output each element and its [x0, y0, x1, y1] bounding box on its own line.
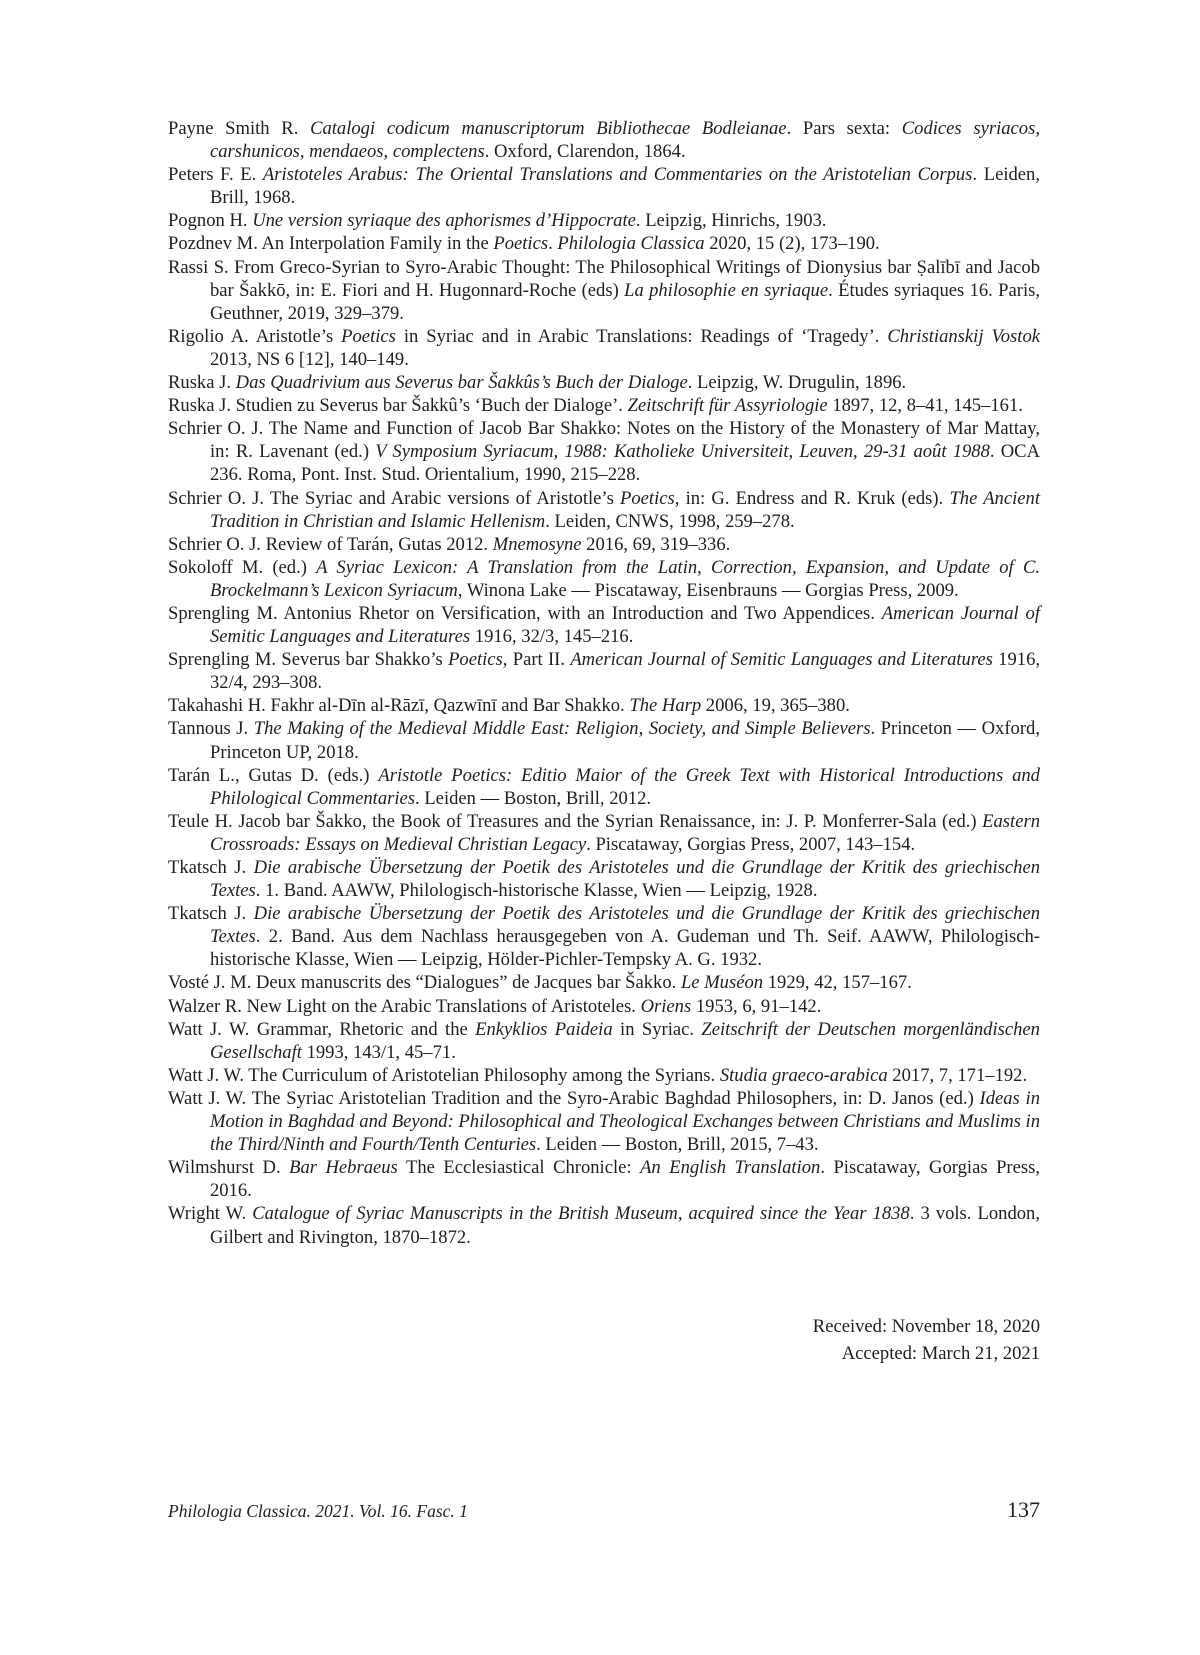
- reference-entry: [168, 810, 1040, 856]
- reference-text: . Leiden, Brill, 1968.: [210, 164, 1040, 209]
- reference-text: .: [548, 233, 558, 255]
- reference-text: Payne Smith R.: [168, 118, 311, 139]
- reference-text: . Piscataway, Gorgias Press, 2016.: [210, 1157, 1040, 1202]
- page-footer: [168, 1497, 1040, 1523]
- reference-italic-title: The Ancient Tradition in Christian and Islamic Hellenism: [210, 487, 1040, 532]
- reference-text: 1897, 12, 8–41, 145–161.: [827, 395, 1023, 417]
- reference-text: , Part II.: [502, 649, 571, 671]
- reference-text: Pognon H.: [168, 210, 253, 232]
- reference-italic-title: Die arabische Übersetzung der Poetik des Aristoteles und die Grundlage der Kritik des griechischen Textes: [210, 903, 1040, 948]
- reference-italic-title: The Harp: [629, 695, 702, 717]
- reference-text: Watt J. W. The Syriac Aristotelian Tradition and the Syro-Arabic Baghdad Philosophers, in: D. Janos (ed.): [168, 1087, 980, 1109]
- reference-text: . 1. Band. AAWW, Philologisch-historische Klasse, Wien — Leipzig, 1928.: [255, 880, 818, 902]
- reference-text: 2016, 69, 319–336.: [581, 533, 731, 555]
- reference-text: . Piscataway, Gorgias Press, 2007, 143–154.: [586, 833, 916, 855]
- reference-text: Wright W.: [168, 1203, 253, 1225]
- page-number: 137: [1007, 1497, 1040, 1522]
- reference-text: Sprengling M. Severus bar Shakko’s: [168, 649, 449, 671]
- reference-text: , in: G. Endress and R. Kruk (eds).: [674, 487, 950, 509]
- reference-entry: [168, 487, 1040, 533]
- reference-text: Watt J. W. Grammar, Rhetoric and the: [168, 1018, 476, 1040]
- reference-text: 1953, 6, 91–142.: [691, 995, 822, 1017]
- reference-italic-title: Poetics: [448, 649, 503, 671]
- reference-italic-title: An English Translation: [640, 1157, 821, 1179]
- reference-text: 2006, 19, 365–380.: [701, 695, 850, 717]
- reference-italic-title: Une version syriaque des aphorismes d’Hippocrate: [252, 210, 636, 232]
- reference-text: The Ecclesiastical Chronicle:: [397, 1157, 641, 1179]
- reference-text: Wilmshurst D.: [168, 1157, 290, 1179]
- reference-text: Watt J. W. The Curriculum of Aristotelian Philosophy among the Syrians.: [168, 1064, 720, 1086]
- reference-text: . Leipzig, Hinrichs, 1903.: [635, 210, 827, 232]
- reference-text: Tarán L., Gutas D. (eds.): [168, 764, 379, 786]
- reference-italic-title: A Syriac Lexicon: A Translation from the Latin, Correction, Expansion, and Update of C. Brockelmann’s Lexicon Syriacum: [210, 556, 1040, 601]
- reference-italic-title: Aristoteles Arabus: The Oriental Translations and Commentaries on the Aristotelian Corpus: [262, 164, 973, 186]
- reference-text: . Leiden — Boston, Brill, 2012.: [415, 787, 652, 809]
- reference-entry: [168, 856, 1040, 902]
- received-date: Received: November 18, 2020: [812, 1315, 1040, 1337]
- submission-dates: [168, 1313, 1040, 1367]
- reference-italic-title: The Making of the Medieval Middle East: Religion, Society, and Simple Believers: [253, 718, 871, 740]
- reference-text: in Syriac.: [612, 1018, 702, 1040]
- reference-text: 1916, 32/3, 145–216.: [470, 626, 634, 648]
- reference-entry: [168, 394, 1040, 417]
- reference-text: Rigolio A. Aristotle’s: [168, 325, 342, 347]
- reference-text: Pozdnev M. An Interpolation Family in the: [168, 233, 494, 255]
- reference-text: . Leiden, CNWS, 1998, 259–278.: [545, 510, 795, 532]
- reference-text: . 3 vols. London, Gilbert and Rivington, 1870–1872.: [210, 1203, 1040, 1248]
- reference-italic-title: American Journal of Semitic Languages and Literatures: [570, 649, 993, 671]
- reference-entry: [168, 694, 1040, 717]
- reference-entry: [168, 1087, 1040, 1156]
- reference-entry: [168, 209, 1040, 232]
- reference-italic-title: Die arabische Übersetzung der Poetik des Aristoteles und die Grundlage der Kritik des griechischen Textes: [210, 857, 1040, 902]
- reference-italic-title: Enkyklios Paideia: [475, 1018, 613, 1040]
- reference-italic-title: Poetics: [341, 325, 396, 347]
- reference-text: Takahashi H. Fakhr al-Dīn al-Rāzī, Qazwīnī and Bar Shakko.: [168, 695, 630, 717]
- reference-italic-title: Aristotle Poetics: Editio Maior of the Greek Text with Historical Introductions and Philological Commentaries: [210, 764, 1040, 809]
- reference-italic-title: Le Muséon: [680, 972, 764, 994]
- reference-entry: [168, 1018, 1040, 1064]
- reference-text: Schrier O. J. Review of Tarán, Gutas 2012.: [168, 533, 493, 555]
- reference-italic-title: Das Quadrivium aus Severus bar Šakkûs’s Buch der Dialoge: [235, 372, 688, 394]
- reference-italic-title: Christianskij Vostok: [887, 325, 1040, 347]
- reference-italic-title: Ideas in Motion in Baghdad and Beyond: Philosophical and Theological Exchanges between Christians and Muslims in the Third/Ninth and Fourth/Tenth Centuries: [210, 1087, 1040, 1156]
- reference-italic-title: Eastern Crossroads: Essays on Medieval Christian Legacy: [210, 810, 1040, 855]
- reference-text: 2017, 7, 171–192.: [887, 1064, 1028, 1086]
- reference-text: Schrier O. J. The Syriac and Arabic versions of Aristotle’s: [168, 487, 620, 509]
- reference-entry: [168, 533, 1040, 556]
- reference-text: Tannous J.: [168, 718, 254, 740]
- reference-italic-title: Zeitschrift für Assyriologie: [627, 395, 828, 417]
- reference-text: Ruska J.: [168, 372, 236, 394]
- reference-italic-title: Studia graeco-arabica: [719, 1064, 888, 1086]
- reference-text: Walzer R. New Light on the Arabic Translations of Aristoteles.: [168, 995, 641, 1017]
- reference-italic-title: Bar Hebraeus: [289, 1157, 398, 1179]
- reference-text: Ruska J. Studien zu Severus bar Šakkû’s ‘Buch der Dialoge’.: [168, 395, 628, 417]
- accepted-date: Accepted: March 21, 2021: [841, 1342, 1040, 1364]
- reference-text: 2020, 15 (2), 173–190.: [704, 233, 880, 255]
- reference-entry: [168, 256, 1040, 325]
- reference-text: 1916, 32/4, 293–308.: [210, 649, 1041, 694]
- reference-text: 1993, 143/1, 45–71.: [301, 1041, 456, 1063]
- reference-entry: [168, 163, 1040, 209]
- reference-entry: [168, 995, 1040, 1018]
- reference-text: . OCA 236. Roma, Pont. Inst. Stud. Orientalium, 1990, 215–228.: [210, 441, 1040, 486]
- reference-text: Teule H. Jacob bar Šakko, the Book of Treasures and the Syrian Renaissance, in: J. P. Monferrer-Sala (ed.): [168, 810, 983, 832]
- reference-entry: [168, 1156, 1040, 1202]
- reference-italic-title: Oriens: [640, 995, 692, 1017]
- reference-entry: [168, 902, 1040, 971]
- reference-entry: [168, 764, 1040, 810]
- reference-entry: [168, 602, 1040, 648]
- reference-entry: [168, 117, 1040, 163]
- reference-italic-title: Catalogue of Syriac Manuscripts in the British Museum, acquired since the Year 1838: [252, 1203, 910, 1225]
- reference-text: . Pars sexta:: [786, 118, 902, 139]
- reference-entry: [168, 556, 1040, 602]
- reference-entry: [168, 371, 1040, 394]
- reference-text: Tkatsch J.: [168, 903, 254, 925]
- reference-italic-title: Philologia Classica: [557, 233, 705, 255]
- reference-text: . Princeton — Oxford, Princeton UP, 2018.: [210, 718, 1040, 763]
- reference-text: Rassi S. From Greco-Syrian to Syro-Arabic Thought: The Philosophical Writings of Dionysius bar Ṣalībī and Jacob bar Šakkō, in: E. Fiori and H. Hugonnard-Roche (eds): [168, 256, 1040, 301]
- reference-text: , Winona Lake — Piscataway, Eisenbrauns — Gorgias Press, 2009.: [457, 579, 959, 601]
- reference-text: Sokoloff M. (ed.): [168, 556, 317, 578]
- reference-text: Vosté J. M. Deux manuscrits des “Dialogues” de Jacques bar Šakko.: [168, 972, 681, 994]
- reference-italic-title: Mnemosyne: [492, 533, 582, 555]
- reference-text: 1929, 42, 157–167.: [763, 972, 912, 994]
- reference-text: . Leiden — Boston, Brill, 2015, 7–43.: [536, 1134, 819, 1156]
- reference-text: 2013, NS 6 [12], 140–149.: [210, 348, 409, 370]
- reference-italic-title: V Symposium Syriacum, 1988: Katholieke Universiteit, Leuven, 29-31 août 1988: [375, 441, 990, 463]
- reference-text: in Syriac and in Arabic Translations: Readings of ‘Tragedy’.: [395, 325, 888, 347]
- reference-text: Tkatsch J.: [168, 857, 254, 878]
- reference-text: Peters F. E.: [168, 164, 263, 186]
- reference-text: . Études syriaques 16. Paris, Geuthner, 2019, 329–379.: [210, 279, 1041, 324]
- reference-italic-title: American Journal of Semitic Languages and Literatures: [210, 602, 1041, 648]
- reference-text: Sprengling M. Antonius Rhetor on Versification, with an Introduction and Two Appendices.: [168, 602, 882, 624]
- reference-entry: [168, 971, 1040, 994]
- reference-entry: [168, 1202, 1040, 1248]
- reference-italic-title: Poetics: [493, 233, 549, 255]
- journal-citation: Philologia Classica. 2021. Vol. 16. Fasc. 1: [168, 1501, 468, 1521]
- text-column: [168, 117, 1040, 1367]
- reference-entry: [168, 1064, 1040, 1087]
- reference-entry: [168, 417, 1040, 486]
- reference-italic-title: Zeitschrift der Deutschen morgenländischen Gesellschaft: [210, 1018, 1040, 1063]
- reference-italic-title: Codices syriacos, carshunicos, mendaeos, complectens: [210, 118, 1040, 163]
- reference-text: . Oxford, Clarendon, 1864.: [484, 141, 686, 163]
- reference-entry: [168, 325, 1040, 371]
- reference-text: . 2. Band. Aus dem Nachlass herausgegeben von A. Gudeman und Th. Seif. AAWW, Philologisch-historische Klasse, Wien — Leipzig, Hölder-Pichler-Tempsky A. G. 1932.: [210, 926, 1040, 971]
- reference-entry: [168, 717, 1040, 763]
- reference-italic-title: Poetics: [620, 487, 675, 509]
- reference-text: Schrier O. J. The Name and Function of Jacob Bar Shakko: Notes on the History of the Monastery of Mar Mattay, in: R. Lavenant (ed.): [168, 418, 1040, 463]
- reference-italic-title: La philosophie en syriaque: [624, 279, 829, 301]
- reference-italic-title: Catalogi codicum manuscriptorum Bibliothecae Bodleianae: [310, 118, 787, 139]
- reference-text: . Leipzig, W. Drugulin, 1896.: [687, 372, 907, 394]
- reference-entry: [168, 232, 1040, 255]
- reference-list: [168, 117, 1040, 1249]
- reference-entry: [168, 648, 1040, 694]
